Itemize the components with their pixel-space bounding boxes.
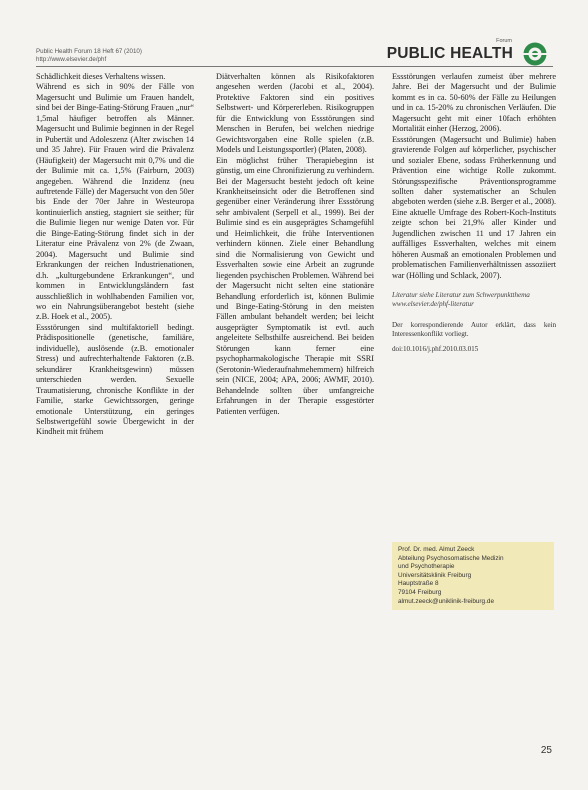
address-line: und Psychotherapie — [398, 563, 455, 571]
paragraph: Essstörungen (Magersucht und Bulimie) haben gravierende Folgen auf körperlicher, psychischer und sozialer Ebene, sodass Früherkennung und Prävention eine wichtige Rolle zukommt. Störungsspezifische Präventionsprogramme sollten daher systematischer an Schulen abgeboten werden (siehe z.B. Berger et al., 2008). Eine aktuelle Umfrage des Robert-Koch-Instituts zeigte schon bei 21,9% aller Kinder und Jugendlichen zwischen 11 und 17 Jahren ein auffälliges Essverhalten, welches mit einem höheren Ausmaß an emotionalen Problemen und problematischen Familienverhältnissen assoziiert war (Hölling und Schlack, 2007). — [392, 134, 556, 280]
text-column-2 — [216, 72, 374, 417]
literature-link[interactable]: www.elsevier.de/phf-literatur — [392, 300, 474, 309]
header-rule — [36, 66, 553, 67]
journal-issue: Public Health Forum 18 Heft 67 (2010) — [36, 48, 142, 55]
brand-forum-label: Forum — [496, 38, 512, 44]
author-name: Prof. Dr. med. Almut Zeeck — [398, 546, 475, 553]
brand-name: PUBLIC HEALTH — [386, 45, 513, 62]
paragraph: Essstörungen verlaufen zumeist über mehrere Jahre. Bei der Magersucht und der Bulimie kommt es in ca. 50-60% der Fälle zu Heilungen und in ca. 15-20% zu chronischen Verläufen. Die Magersucht geht mit einer 10fach erhöhten Mortalität einher (Herzog, 2006). — [392, 72, 556, 134]
paragraph: Essstörungen sind multifaktoriell bedingt. Prädispositionelle (genetische, familiäre, individuelle), auslösende (z.B. emotionaler Stress) und aufrechterhaltende Faktoren (z.B. sekundärer Krankheitsgewinn) müssen unterschieden werden. Sexuelle Traumatisierung, chronische Konflikte in der Familie, starke Gewichtssorgen, geringe emotionale Unterstützung, ein geringes Selbstwertgefühl sowie Übergewicht in der Kindheit mit frühem — [36, 322, 194, 437]
page-number: 25 — [540, 745, 552, 756]
paragraph: Ein möglichst früher Therapiebeginn ist günstig, um eine Chronifizierung zu verhindern. Bei der Magersucht besteht jedoch oft keine Krankheitseinsicht oder die Betroffenen sind gegenüber einer Veränderung ihrer Essstörung sehr ambivalent (Serpell et al., 1999). Bei der Bulimie sind es ein ausgeprägtes Schamgefühl und Heimlichkeit, die frühe Interventionen verhindern können. Ziele einer Behandlung sind die Normalisierung von Gewicht und Essverhalten sowie eine Arbeit an zugrunde liegenden psychischen Problemen. Während bei der Magersucht nicht selten eine stationäre Behandlung erforderlich ist, können Bulimie und Binge-Eating-Störung in den meisten Fällen ambulant behandelt werden; bei leicht ausgeprägter Symptomatik ist evtl. auch angeleitete Selbsthilfe ausreichend. Bei beiden Störungen kann ferner eine psychopharmakologische Therapie mit SSRI (Serotonin-Wiederaufnahmehemmern) hilfreich sein (NICE, 2004; APA, 2006; AWMF, 2010). Behandelnde sollten über umfangreiche Erfahrungen in der Therapie essgestörter Patienten verfügen. — [216, 155, 374, 416]
journal-brand — [386, 38, 552, 67]
paragraph: Während es sich in 90% der Fälle von Magersucht und Bulimie um Frauen handelt, sind bei der Binge-Eating-Störung Frauen „nur“ 1,5mal häufiger betroffen als Männer. Magersucht und Bulimie beginnen in der Regel in Pubertät und Adoleszenz (Alter zwischen 14 und 35 Jahre). Für Frauen wird die Prävalenz (Häufigkeit) der Magersucht mit 0,7% und die der Bulimie mit ca. 1,5% (Fairburn, 2003) angegeben. Während die Inzidenz (neu auftretende Fälle) der Magersucht von den 50er bis Ende der 70er Jahre in Westeuropa kontinuierlich anstieg, stagniert sie seither; für die Bulimie liegen nur wenige Daten vor. Für die Binge-Eating-Störung findet sich in der Literatur eine Prävalenz von 2% (de Zwaan, 2004). Magersucht und Bulimie sind Erkrankungen der reichen Industrienationen, d.h. „kulturgebundene Erkrankungen“, und kommen in Entwicklungsländern fast ausschließlich in wohlhabenden Familien vor, wo ein Nahrungsüberangebot besteht (siehe z.B. Hoek et al., 2005). — [36, 82, 194, 322]
paragraph: Diätverhalten können als Risikofaktoren angesehen werden (Jacobi et al., 2004). Protektive Faktoren sind ein positives Selbstwert- und Körpererleben. Risikogruppen für die Entwicklung von Essstörungen sind Menschen in Berufen, bei welchen niedrige Gewichtsvorgaben eine Rolle spielen (z.B. Models und Leistungssportler) (Platen, 2008). — [216, 72, 374, 155]
conflict-of-interest: Der korrespondierende Autor erklärt, dass kein Interessenkonflikt vorliegt. — [392, 321, 556, 339]
literature-note: Literatur siehe Literatur zum Schwerpunktthema — [392, 291, 530, 300]
text-column-1 — [36, 72, 194, 438]
text-column-3 — [392, 72, 556, 354]
doi[interactable]: doi:10.1016/j.phf.2010.03.015 — [392, 345, 479, 354]
paragraph: Schädlichkeit dieses Verhaltens wissen. — [36, 72, 166, 81]
author-address-box — [392, 542, 554, 610]
address-line: Universitätsklinik Freiburg — [398, 571, 472, 579]
green-circle-logo-icon — [518, 41, 552, 67]
address-line: Hauptstraße 8 — [398, 580, 439, 588]
journal-url[interactable]: http://www.elsevier.de/phf — [36, 56, 107, 63]
author-email[interactable]: almut.zeeck@uniklinik-freiburg.de — [398, 597, 494, 605]
journal-citation — [36, 48, 142, 64]
address-line: Abteilung Psychosomatische Medizin — [398, 554, 504, 562]
address-line: 79104 Freiburg — [398, 588, 442, 596]
